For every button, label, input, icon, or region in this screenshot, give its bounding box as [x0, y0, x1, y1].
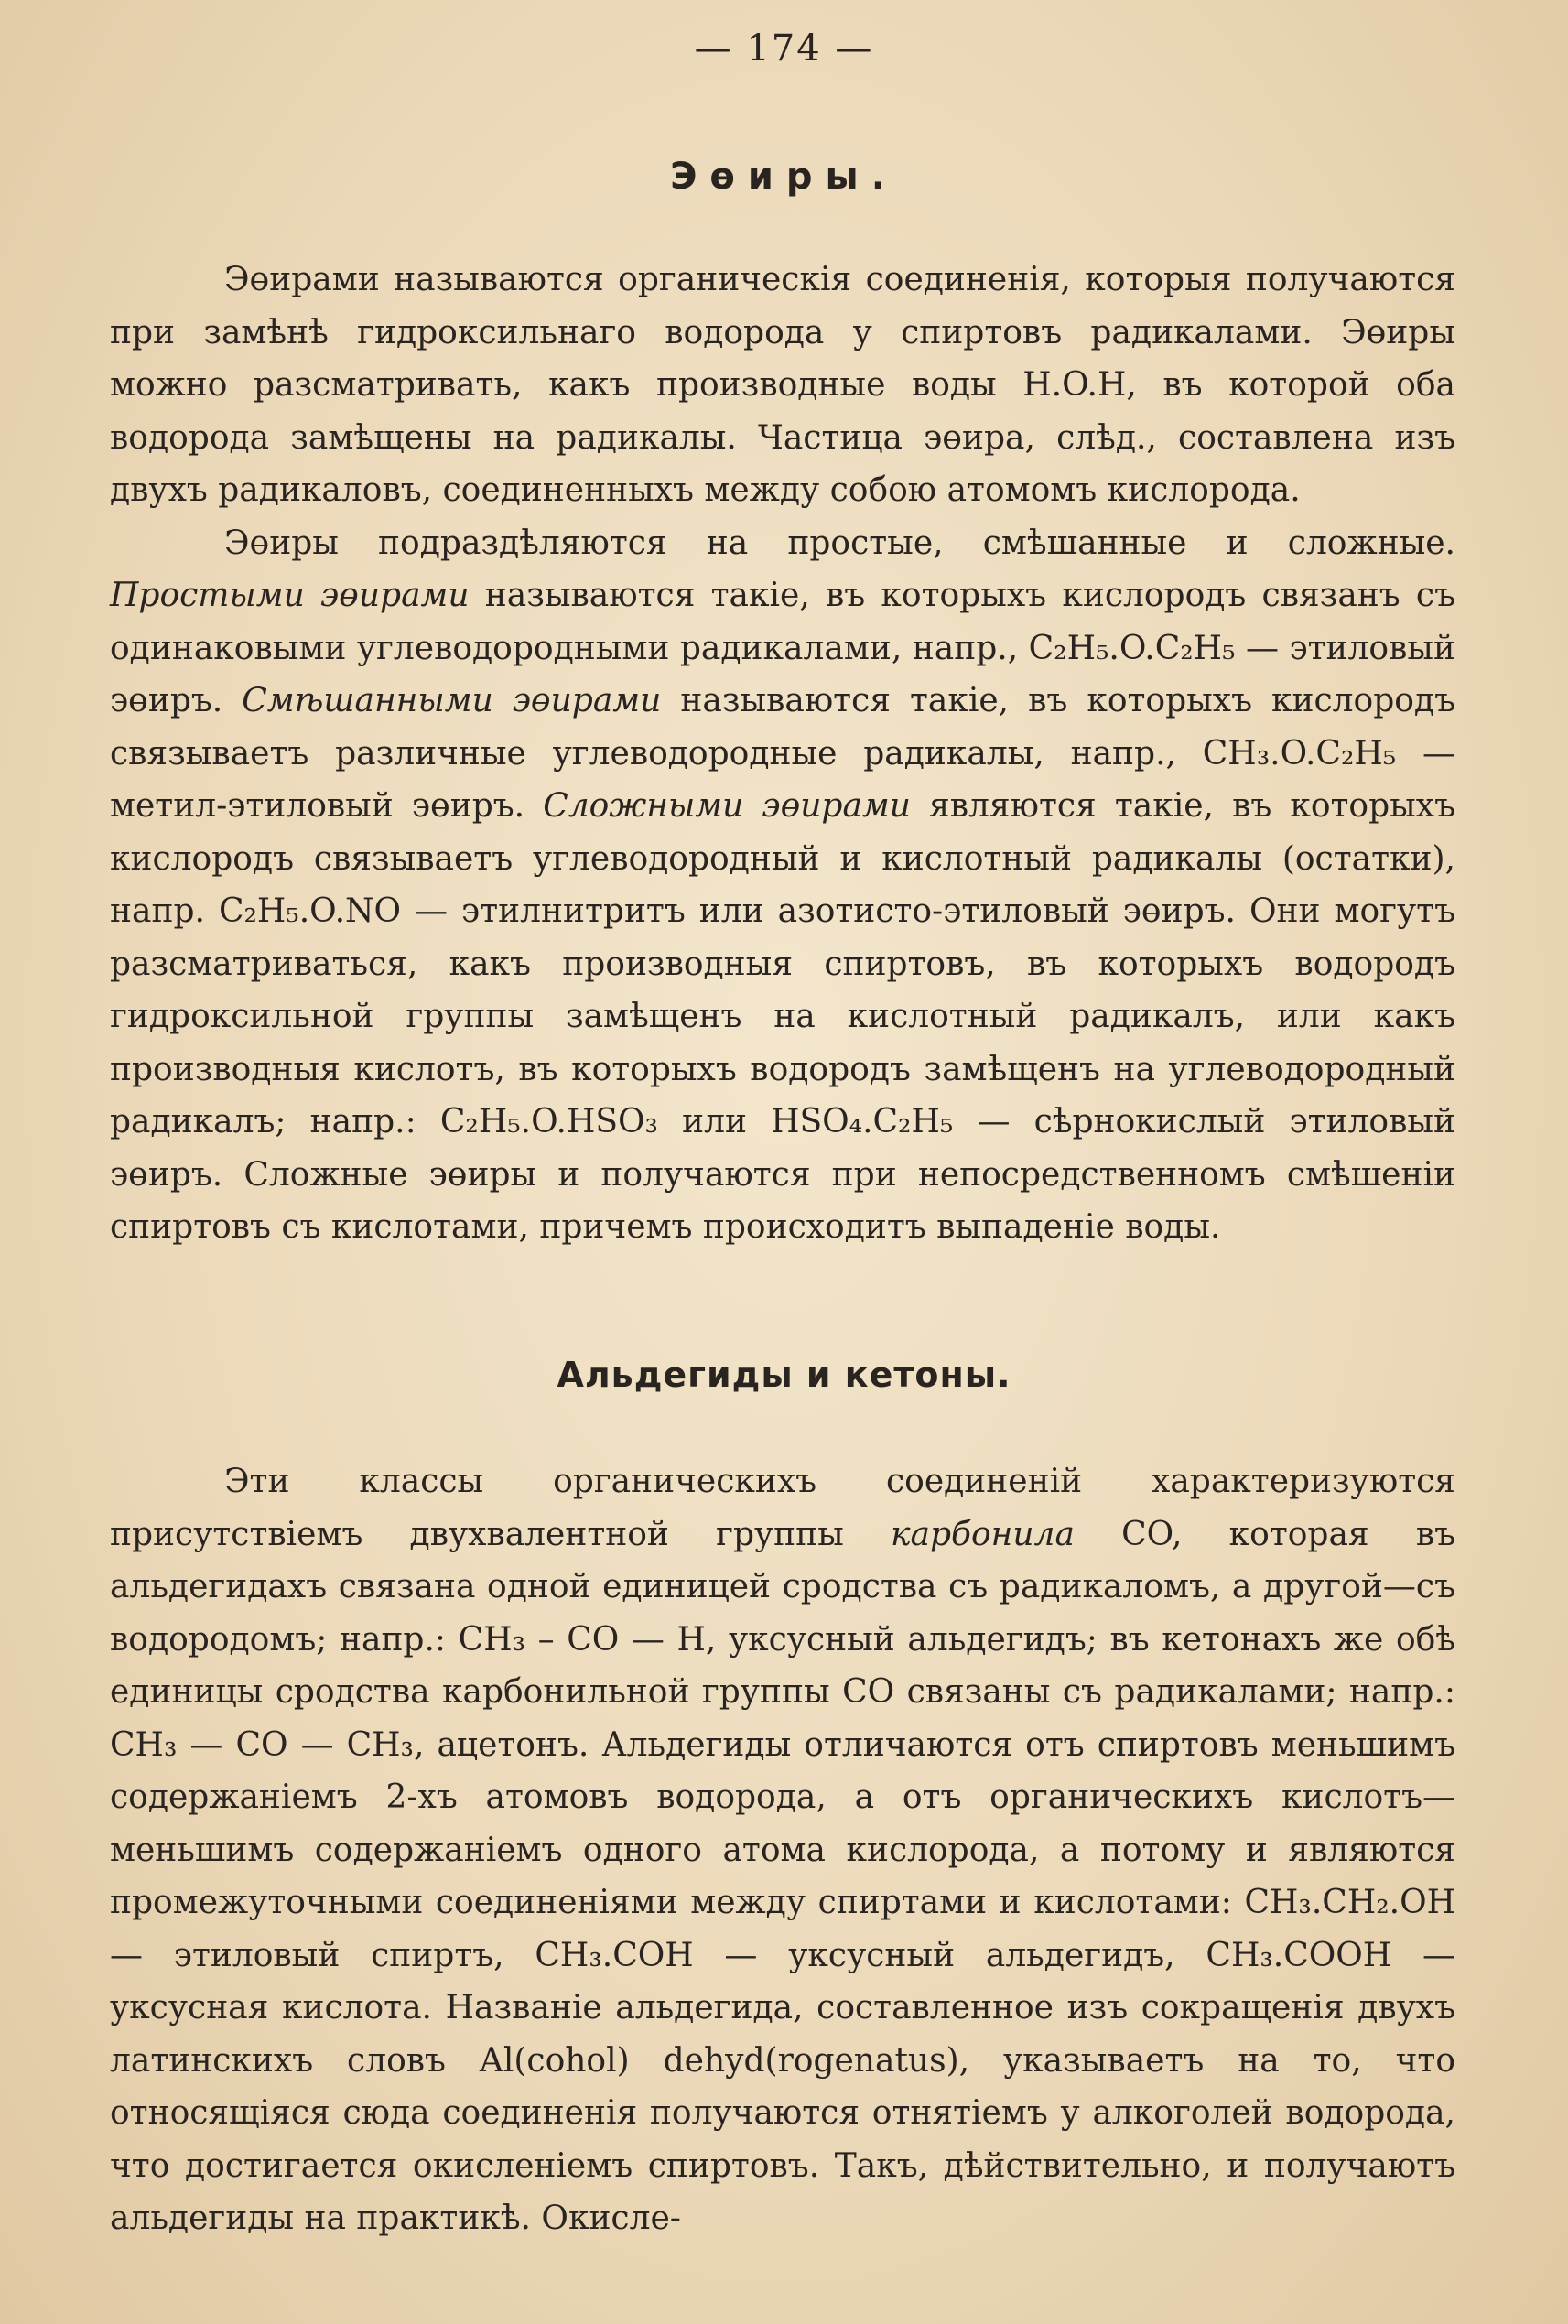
paragraph [110, 517, 1455, 1254]
section-body-ethers [110, 254, 1455, 1254]
section-body-aldehydes [110, 1455, 1455, 2245]
emphasis-term: Простыми эөирами [110, 577, 470, 614]
paragraph [110, 1455, 1455, 2245]
text-run: Эти классы органическихъ соединеній характеризуются присутствіемъ двухвалентной группы [110, 1463, 1455, 1553]
emphasis-term: Смѣшанными эөирами [242, 682, 662, 719]
paragraph: Эөирами называются органическія соединенія, которыя получаются при замѣнѣ гидроксильнаго водорода у спиртовъ радикалами. Эөиры можно разсматривать, какъ производные воды H.O.H, въ которой оба водорода замѣщены на радикалы. Частица эөира, слѣд., составлена изъ двухъ радикаловъ, соединенныхъ между собою атомомъ кислорода. [110, 261, 1455, 509]
section-title-ethers: Эөиры. [670, 156, 898, 198]
text-run: называются такіе, въ которыхъ кислородъ связываетъ различные углеводородные радикалы, напр., CH₃.O.C₂H₅ — метил-этиловый эөиръ. [110, 682, 1456, 825]
section-title-aldehydes: Альдегиды и кетоны. [557, 1355, 1011, 1395]
text-run: Эөиры подраздѣляются на простые, смѣшанные и сложные. [224, 524, 1455, 562]
text-run: называются такіе, въ которыхъ кислородъ связанъ съ одинаковыми углеводородными радикалами, напр., C₂H₅.O.C₂H₅ — этиловый эөиръ. [110, 577, 1455, 719]
text-run: CO, которая въ альдегидахъ связана одной единицей сродства съ радикаломъ, а другой—съ водородомъ; напр.: CH₃ – CO — H, уксусный альдегидъ; въ кетонахъ же обѣ единицы сродства карбонильной группы CO связаны съ радикалами; напр.: CH₃ — CO — CH₃, ацетонъ. Альдегиды отличаются отъ спиртовъ меньшимъ содержаніемъ 2-хъ атомовъ водорода, а отъ органическихъ кислотъ—меньшимъ содержаніемъ одного атома кислорода, а потому и являются промежуточными соединеніями между спиртами и кислотами: CH₃.CH₂.OH — этиловый спиртъ, CH₃.COH — уксусный альдегидъ, CH₃.COOH — уксусная кислота. Названіе альдегида, составленное изъ сокращенія двухъ латинскихъ словъ Al(cohol) dehyd(rogenatus), указываетъ на то, что относящіяся сюда соединенія получаются отнятіемъ у алкоголей водорода, что достигается окисленіемъ спиртовъ. Такъ, дѣйствительно, и получаютъ альдегиды на практикѣ. Окисле- [110, 1515, 1455, 2237]
text-run: являются такіе, въ которыхъ кислородъ связываетъ углеводородный и кислотный радикалы (остатки), напр. C₂H₅.O.NO — этилнитритъ или азотисто-этиловый эөиръ. Они могутъ разсматриваться, какъ производныя спиртовъ, въ которыхъ водородъ гидроксильной группы замѣщенъ на кислотный радикалъ, или какъ производныя кислотъ, въ которыхъ водородъ замѣщенъ на углеводородный радикалъ; напр.: C₂H₅.O.HSO₃ или HSO₄.C₂H₅ — сѣрнокислый этиловый эөиръ. Сложные эөиры и получаются при непосредственномъ смѣшеніи спиртовъ съ кислотами, причемъ происходитъ выпаденіе воды. [110, 787, 1455, 1246]
emphasis-term: карбонила [891, 1515, 1075, 1553]
page-number: — 174 — [694, 27, 874, 70]
emphasis-term: Сложными эөирами [543, 787, 911, 825]
